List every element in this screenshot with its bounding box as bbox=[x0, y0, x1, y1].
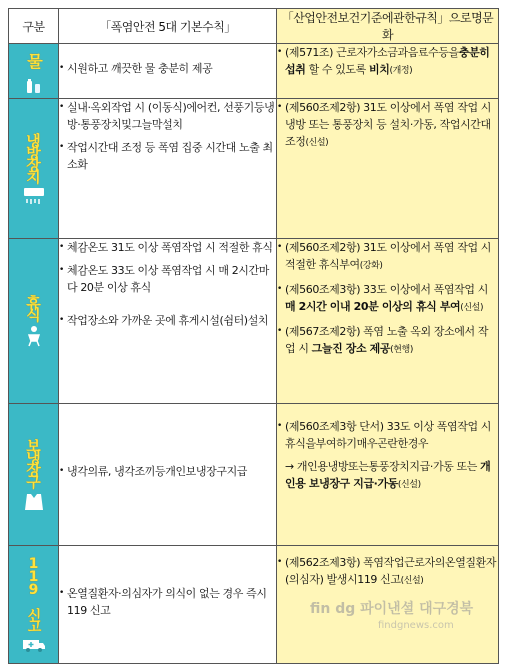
category-cell-cooling-gear bbox=[9, 404, 59, 546]
law-item: • (제560조제3항 단서) 33도 이상 폭염작업 시휴식을부여하기매우곤란한경우 bbox=[277, 418, 498, 452]
table-row bbox=[9, 99, 499, 239]
category-cell-water bbox=[9, 44, 59, 99]
header-category: 구분 bbox=[9, 9, 59, 44]
table-header-row bbox=[9, 9, 499, 44]
law-cell bbox=[277, 44, 499, 99]
law-item: • (제560조제2항) 31도 이상에서 폭염 작업 시 냉방 또는 통풍장치 등 설치·가동, 작업시간대 조정(신설) bbox=[277, 99, 498, 152]
law-cell bbox=[277, 239, 499, 404]
rules-cell bbox=[59, 99, 277, 239]
rule-item: • 실내·옥외작업 시 (이동식)에어컨, 선풍기등냉방·통풍장치및그늘막설치 bbox=[59, 99, 276, 133]
heat-safety-table bbox=[8, 8, 499, 664]
rule-item: • 체감온도 31도 이상 폭염작업 시 적절한 휴식 bbox=[59, 239, 276, 256]
category-label: 119 신고 bbox=[25, 555, 42, 630]
category-label: 냉방장치 bbox=[24, 132, 42, 181]
law-item: • (제560조제2항) 31도 이상에서 폭염 작업 시 적절한 휴식부여(강화) bbox=[277, 239, 498, 275]
category-cell-rest bbox=[9, 239, 59, 404]
rule-item: • 작업장소와 가까운 곳에 휴게시설(쉼터)설치 bbox=[59, 312, 276, 329]
rule-item: • 작업시간대 조정 등 폭염 집중 시간대 노출 최소화 bbox=[59, 139, 276, 173]
water-bottle-icon bbox=[25, 78, 43, 94]
header-law: 「산업안전보건기준에관한규칙」으로명문화 bbox=[277, 9, 499, 44]
law-cell bbox=[277, 99, 499, 239]
rule-item: • 온열질환자·의심자가 의식이 없는 경우 즉시 119 신고 bbox=[59, 585, 276, 619]
law-item: → 개인용냉방또는통풍장치지급·가동 또는 개인용 보냉장구 지급·가동(신설) bbox=[285, 460, 491, 490]
table-row bbox=[9, 404, 499, 546]
category-cell-cooling bbox=[9, 99, 59, 239]
rule-item: • 냉각의류, 냉각조끼등개인보냉장구지급 bbox=[59, 463, 276, 480]
resting-person-icon bbox=[24, 325, 44, 347]
law-item: • (제562조제3항) 폭염작업근로자의온열질환자(의심자) 발생시119 신고(신설) bbox=[277, 554, 498, 590]
table-row bbox=[9, 44, 499, 99]
cooling-vest-icon bbox=[23, 492, 45, 512]
law-cell bbox=[277, 404, 499, 546]
rules-cell bbox=[59, 44, 277, 99]
air-conditioner-icon bbox=[23, 187, 45, 205]
category-label: 물 bbox=[27, 51, 40, 71]
watermark-url: findgnews.com bbox=[378, 620, 454, 631]
rules-cell bbox=[59, 546, 277, 664]
ambulance-icon bbox=[22, 636, 46, 654]
law-item: • (제571조) 근로자가소금과음료수등을충분히 섭취 할 수 있도록 비치(개정) bbox=[277, 44, 498, 80]
rules-cell bbox=[59, 239, 277, 404]
law-item: • (제567조제2항) 폭염 노출 옥외 장소에서 작업 시 그늘진 장소 제공(현행) bbox=[277, 323, 498, 359]
rule-item: • 시원하고 깨끗한 물 충분히 제공 bbox=[59, 60, 276, 77]
table-row bbox=[9, 239, 499, 404]
category-label: 보냉장구 bbox=[24, 437, 42, 486]
header-rules: 「폭염안전 5대 기본수칙」 bbox=[59, 9, 277, 44]
watermark-brand: fin dg 파이낸셜 대구경북 bbox=[310, 601, 474, 617]
rule-item: • 체감온도 33도 이상 폭염작업 시 매 2시간마다 20분 이상 휴식 bbox=[59, 262, 276, 296]
category-label: 휴식 bbox=[24, 295, 42, 319]
rules-cell bbox=[59, 404, 277, 546]
law-item: • (제560조제3항) 33도 이상에서 폭염작업 시 매 2시간 이내 20분 이상의 휴식 부여(신설) bbox=[277, 281, 498, 317]
category-cell-119 bbox=[9, 546, 59, 664]
